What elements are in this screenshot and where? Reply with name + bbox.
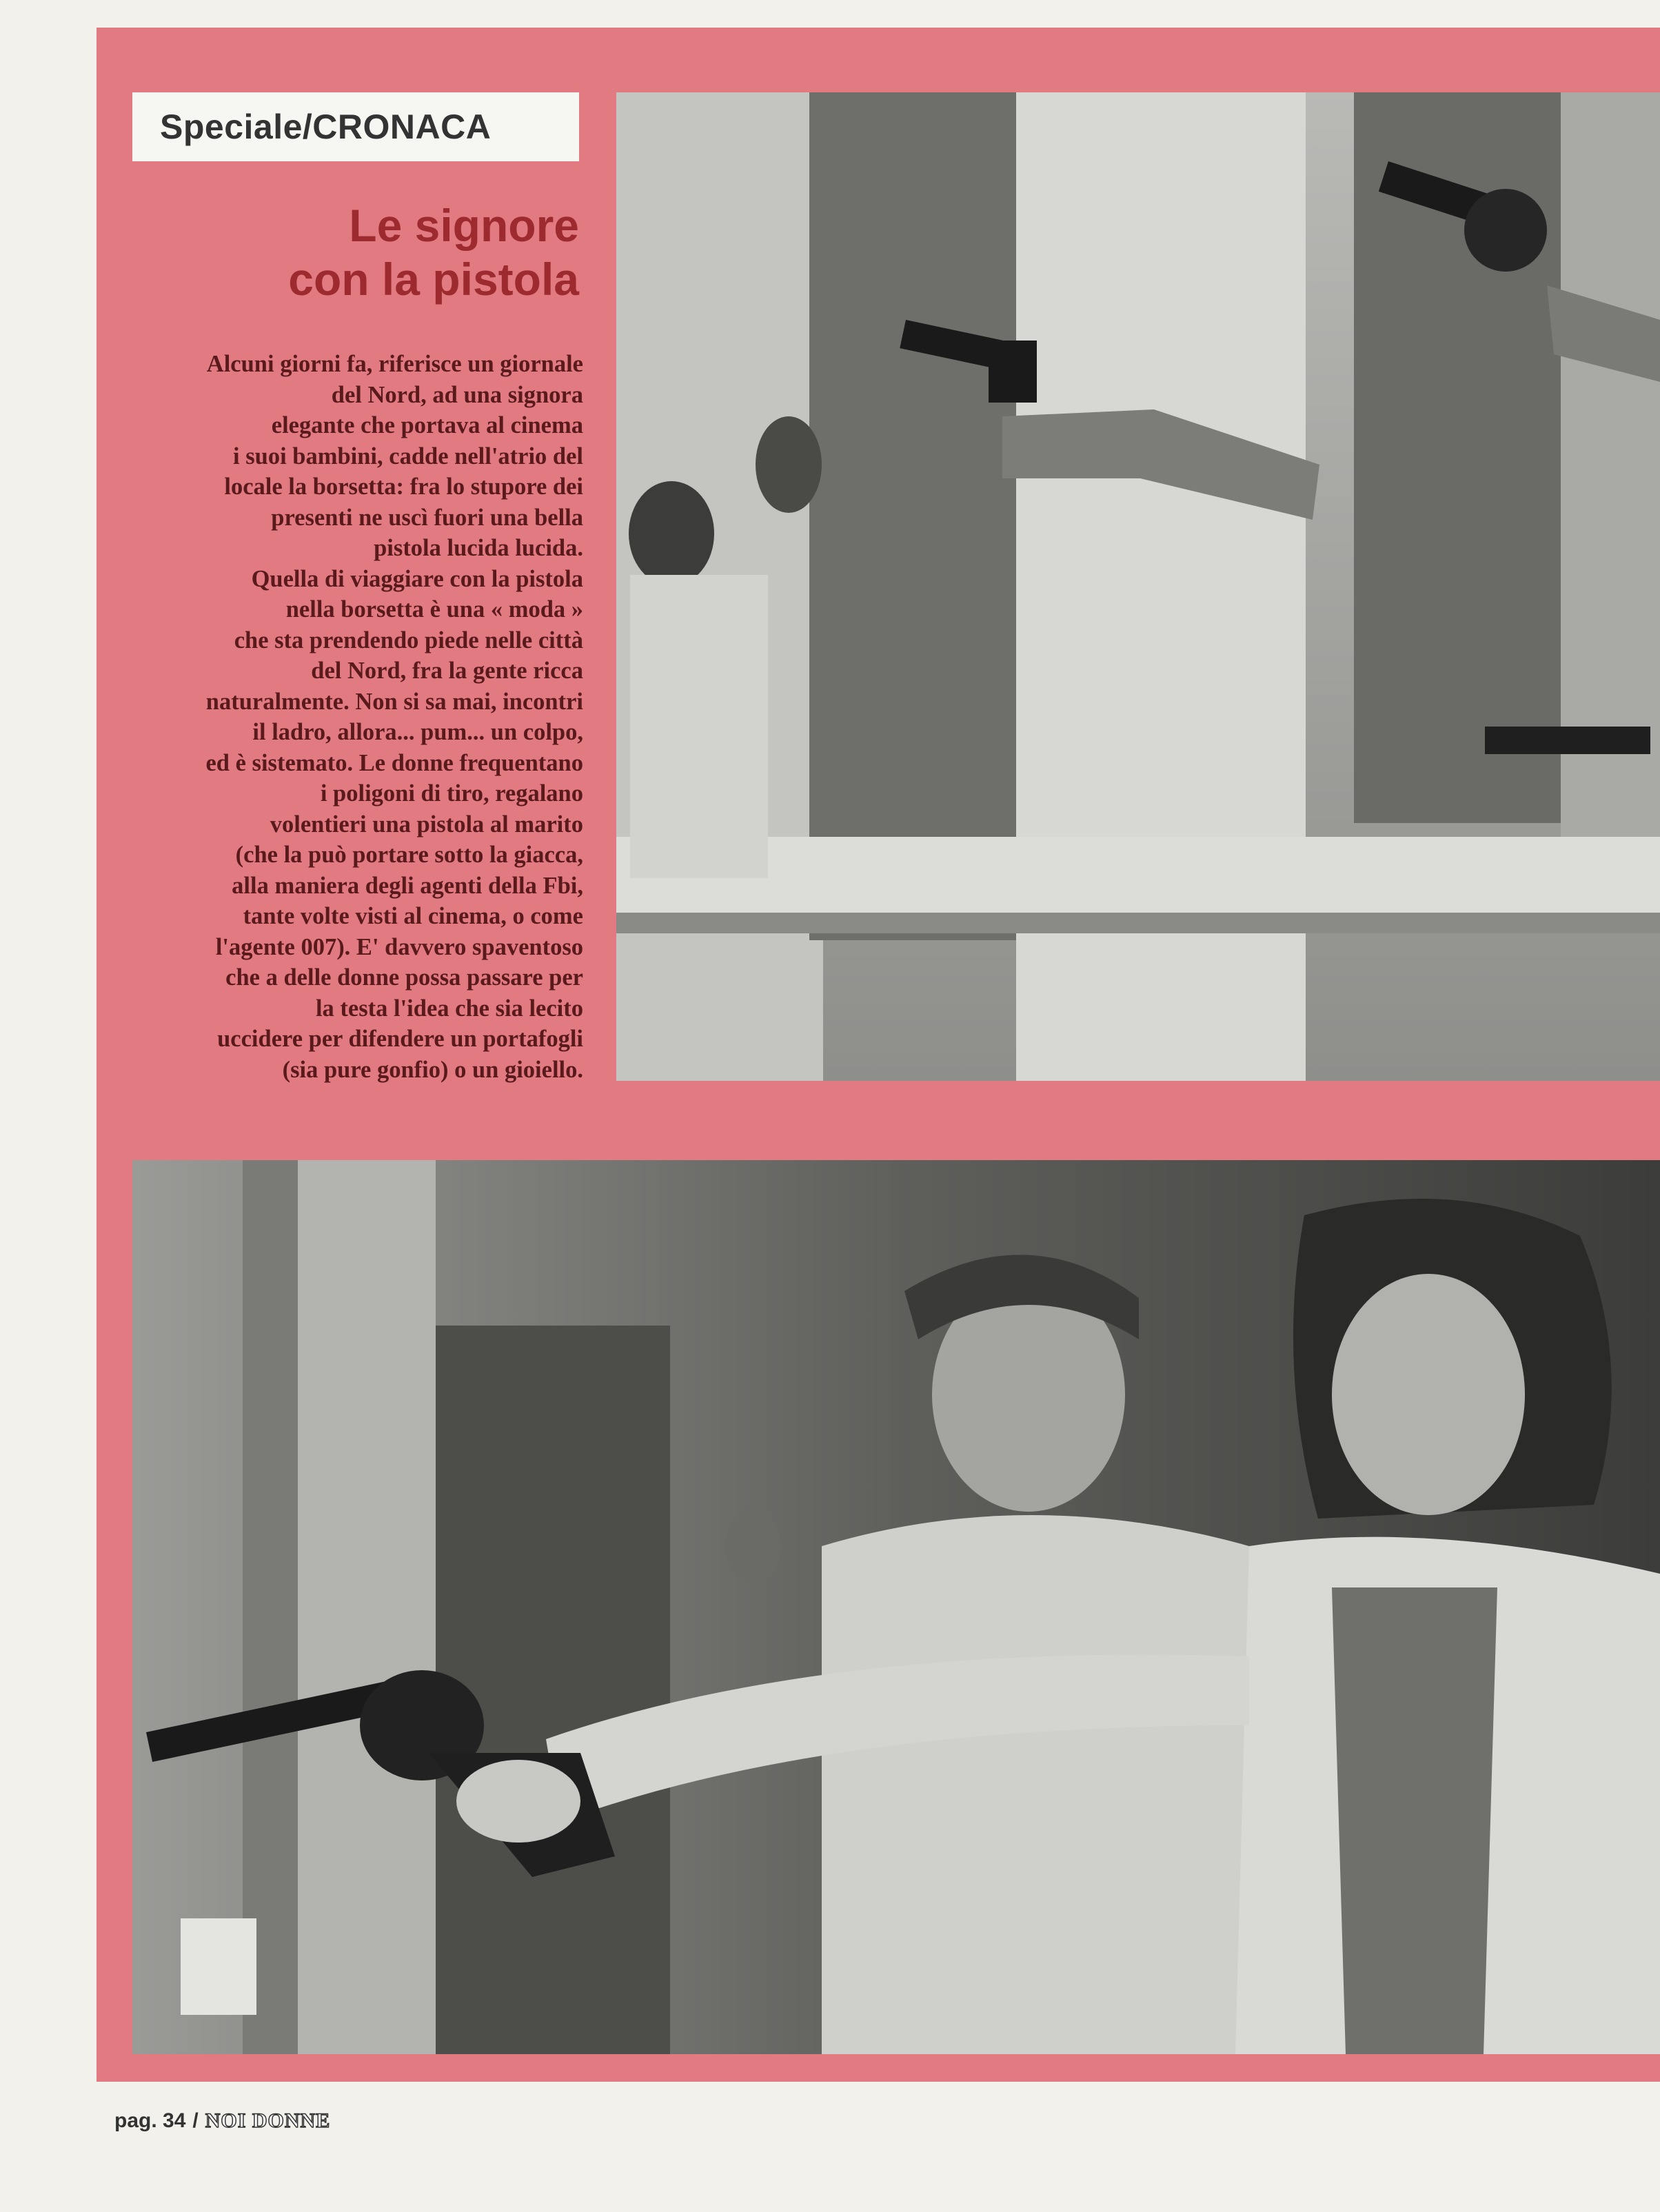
article-body xyxy=(131,349,583,1085)
body-line: i poligoni di tiro, regalano xyxy=(320,780,583,806)
body-line: pistola lucida lucida. xyxy=(374,535,583,561)
body-line: che a delle donne possa passare per xyxy=(225,964,583,991)
body-line: (sia pure gonfio) o un gioiello. xyxy=(282,1056,583,1083)
body-line: uccidere per difendere un portafogli xyxy=(217,1026,583,1052)
page-footer xyxy=(114,2109,330,2133)
body-line: volentieri una pistola al marito xyxy=(270,811,583,838)
section-tag xyxy=(132,92,579,161)
couple-shooting-illustration xyxy=(132,1160,1660,2054)
body-line: che sta prendendo piede nelle città xyxy=(234,627,583,653)
shooting-range-illustration xyxy=(616,92,1660,1081)
shooting-range-photo xyxy=(616,92,1660,1081)
section-tag-label: Speciale/CRONACA xyxy=(160,108,492,146)
body-line: Alcuni giorni fa, riferisce un giornale xyxy=(206,351,583,377)
page-number: pag. 34 xyxy=(114,2109,186,2132)
magazine-logo: NOI DONNE xyxy=(205,2109,331,2132)
body-line: Quella di viaggiare con la pistola xyxy=(251,565,583,592)
body-line: del Nord, ad una signora xyxy=(331,381,583,408)
body-line: elegante che portava al cinema xyxy=(271,412,583,438)
body-line: il ladro, allora... pum... un colpo, xyxy=(252,719,583,745)
body-line: presenti ne uscì fuori una bella xyxy=(271,504,583,531)
body-line: (che la può portare sotto la giacca, xyxy=(235,842,583,868)
body-line: alla maniera degli agenti della Fbi, xyxy=(232,872,583,899)
headline-line-1: Le signore xyxy=(349,200,579,251)
body-line: del Nord, fra la gente ricca xyxy=(311,658,583,684)
body-line: nella borsetta è una « moda » xyxy=(285,596,583,622)
body-line: naturalmente. Non si sa mai, incontri xyxy=(205,688,583,715)
headline-line-2: con la pistola xyxy=(288,254,579,305)
footer-separator: / xyxy=(192,2109,199,2132)
couple-shooting-photo xyxy=(132,1160,1660,2054)
body-line: ed è sistemato. Le donne frequentano xyxy=(205,749,583,776)
body-line: tante volte visti al cinema, o come xyxy=(243,903,583,929)
body-line: locale la borsetta: fra lo stupore dei xyxy=(224,474,583,500)
body-line: l'agente 007). E' davvero spaventoso xyxy=(215,933,583,960)
body-line: la testa l'idea che sia lecito xyxy=(315,995,583,1022)
article-headline xyxy=(131,199,579,306)
body-line: i suoi bambini, cadde nell'atrio del xyxy=(233,443,583,469)
